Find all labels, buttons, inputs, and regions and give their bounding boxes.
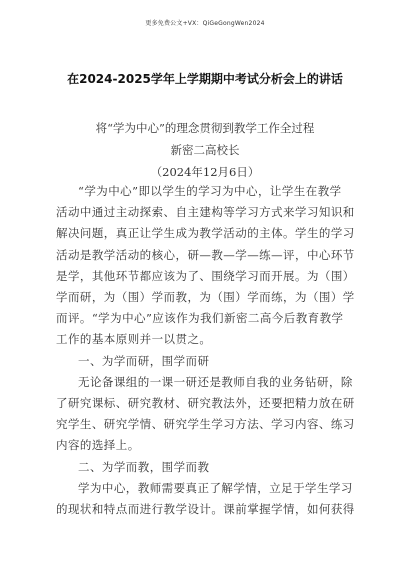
body-line: 了研究课标、研究教材、研究教法外，还要把精力放在研 xyxy=(56,396,355,410)
body-line: 解决问题，真正让学生成为教学活动的主体。学生的学习 xyxy=(56,226,355,241)
section-heading: 一、为学而研，围学而研 xyxy=(78,353,210,368)
body-line: 内容的选择上。 xyxy=(56,438,140,453)
body-line: 的现状和特点而进行教学设计。课前掌握学情，如何获得 xyxy=(56,502,355,516)
document-title: 在2024-2025学年上学期期中考试分析会上的讲话 xyxy=(67,72,343,86)
document-subtitle: 将“学为中心”的理念贯彻到教学工作全过程 xyxy=(95,121,315,135)
body-line: 活动是教学活动的核心，研—教—学—练—评，中心环节 xyxy=(56,247,355,262)
body-line: 究学生、研究学情、研究学生学习方法、学习内容、练习 xyxy=(56,417,355,432)
body-line: “学为中心”即以学生的学习为中心，让学生在教学 xyxy=(78,184,342,198)
body-line: 学而研，为（围）学而教，为（围）学而练，为（围）学 xyxy=(56,290,355,304)
author-line: 新密二高校长 xyxy=(170,143,240,157)
body-line: 是学，其他环节都应该为了、围绕学习而开展。为（围） xyxy=(56,268,355,283)
body-line: 活动中通过主动探索、自主建构等学习方式来学习知识和 xyxy=(56,205,355,220)
section-heading: 二、为学而教，围学而教 xyxy=(78,459,210,474)
date-line: （2024年12月6日） xyxy=(150,165,260,179)
body-line: 而评。“学为中心”应该作为我们新密二高今后教育教学 xyxy=(56,311,344,326)
body-line: 工作的基本原则并一以贯之。 xyxy=(56,332,212,347)
body-line: 无论备课组的一课一研还是教师自我的业务钻研，除 xyxy=(78,374,353,389)
body-line: 学为中心，教师需要真正了解学情，立足于学生学习 xyxy=(78,480,353,495)
header-note: 更多免费公文+VX：QiGeGongWen2024 xyxy=(145,20,265,27)
